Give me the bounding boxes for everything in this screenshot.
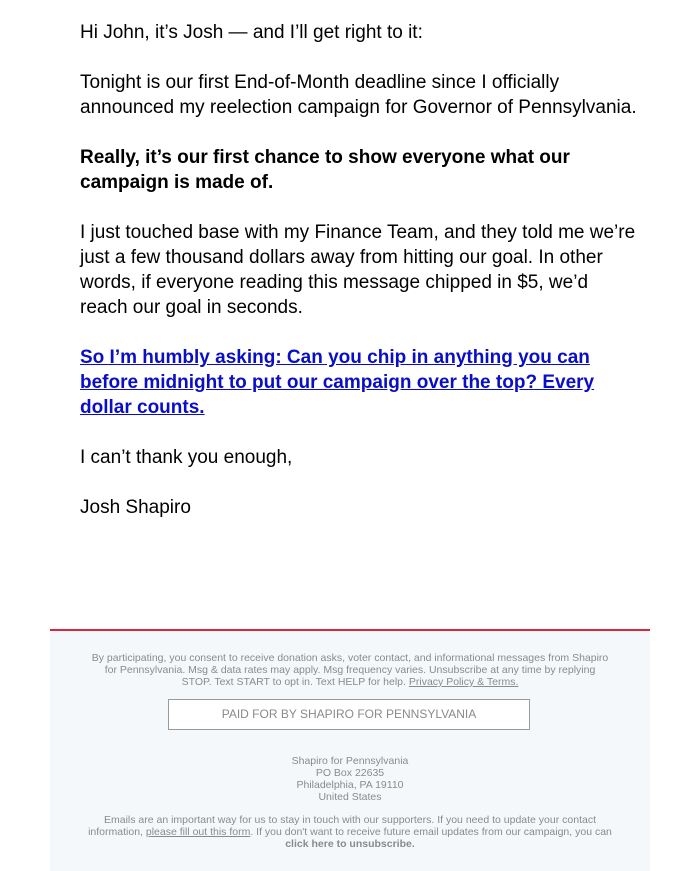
unsubscribe-text — [86, 814, 614, 850]
donate-cta-link[interactable]: So I’m humbly asking: Can you chip in anything you can before midnight to put our campaign over the top? Every dollar counts. — [80, 347, 595, 418]
email-body — [80, 20, 640, 545]
consent-text — [90, 652, 610, 688]
privacy-policy-link[interactable]: Privacy Policy & Terms. — [408, 676, 519, 688]
address-po-box: PO Box 22635 — [315, 767, 385, 779]
address-org: Shapiro for Pennsylvania — [291, 755, 409, 767]
unsubscribe-link[interactable]: click here to unsubscribe. — [285, 838, 415, 850]
signature: Josh Shapiro — [80, 497, 191, 518]
consent-body: By participating, you consent to receive donation asks, voter contact, and informational messages from Shapiro for Pennsylvania. Msg & data rates may apply. Msg frequency varies. Unsubscribe at any time by replying STOP. Text START to opt in. Text HELP for help. — [91, 652, 609, 688]
greeting: Hi John, it’s Josh — and I’ll get right to it: — [80, 22, 423, 43]
address-country: United States — [318, 791, 382, 803]
paragraph-intro: Tonight is our first End-of-Month deadline since I officially announced my reelection campaign for Governor of Pennsylvania. — [80, 72, 637, 118]
address-city: Philadelphia, PA 19110 — [296, 779, 404, 791]
paragraph-finance: I just touched base with my Finance Team, and they told me we’re just a few thousand dollars away from hitting our goal. In other words, if everyone reading this message chipped in $5, we’d reach our goal in seconds. — [80, 222, 636, 318]
bold-paragraph: Really, it’s our first chance to show everyone what our campaign is made of. — [80, 147, 570, 193]
unsub-text-part2: . If you don't want to receive future email updates from our campaign, you can — [250, 826, 612, 838]
email-footer — [50, 631, 650, 871]
paid-for-disclaimer: PAID FOR BY SHAPIRO FOR PENNSYLVANIA — [168, 699, 530, 730]
unsub-text-part1: Emails are an important way for us to stay in touch with our supporters. If you need to update your contact information, — [88, 814, 596, 838]
cta-paragraph — [80, 345, 640, 420]
mailing-address — [50, 755, 650, 803]
closing: I can’t thank you enough, — [80, 447, 293, 468]
update-contact-form-link[interactable]: please fill out this form — [145, 826, 251, 838]
